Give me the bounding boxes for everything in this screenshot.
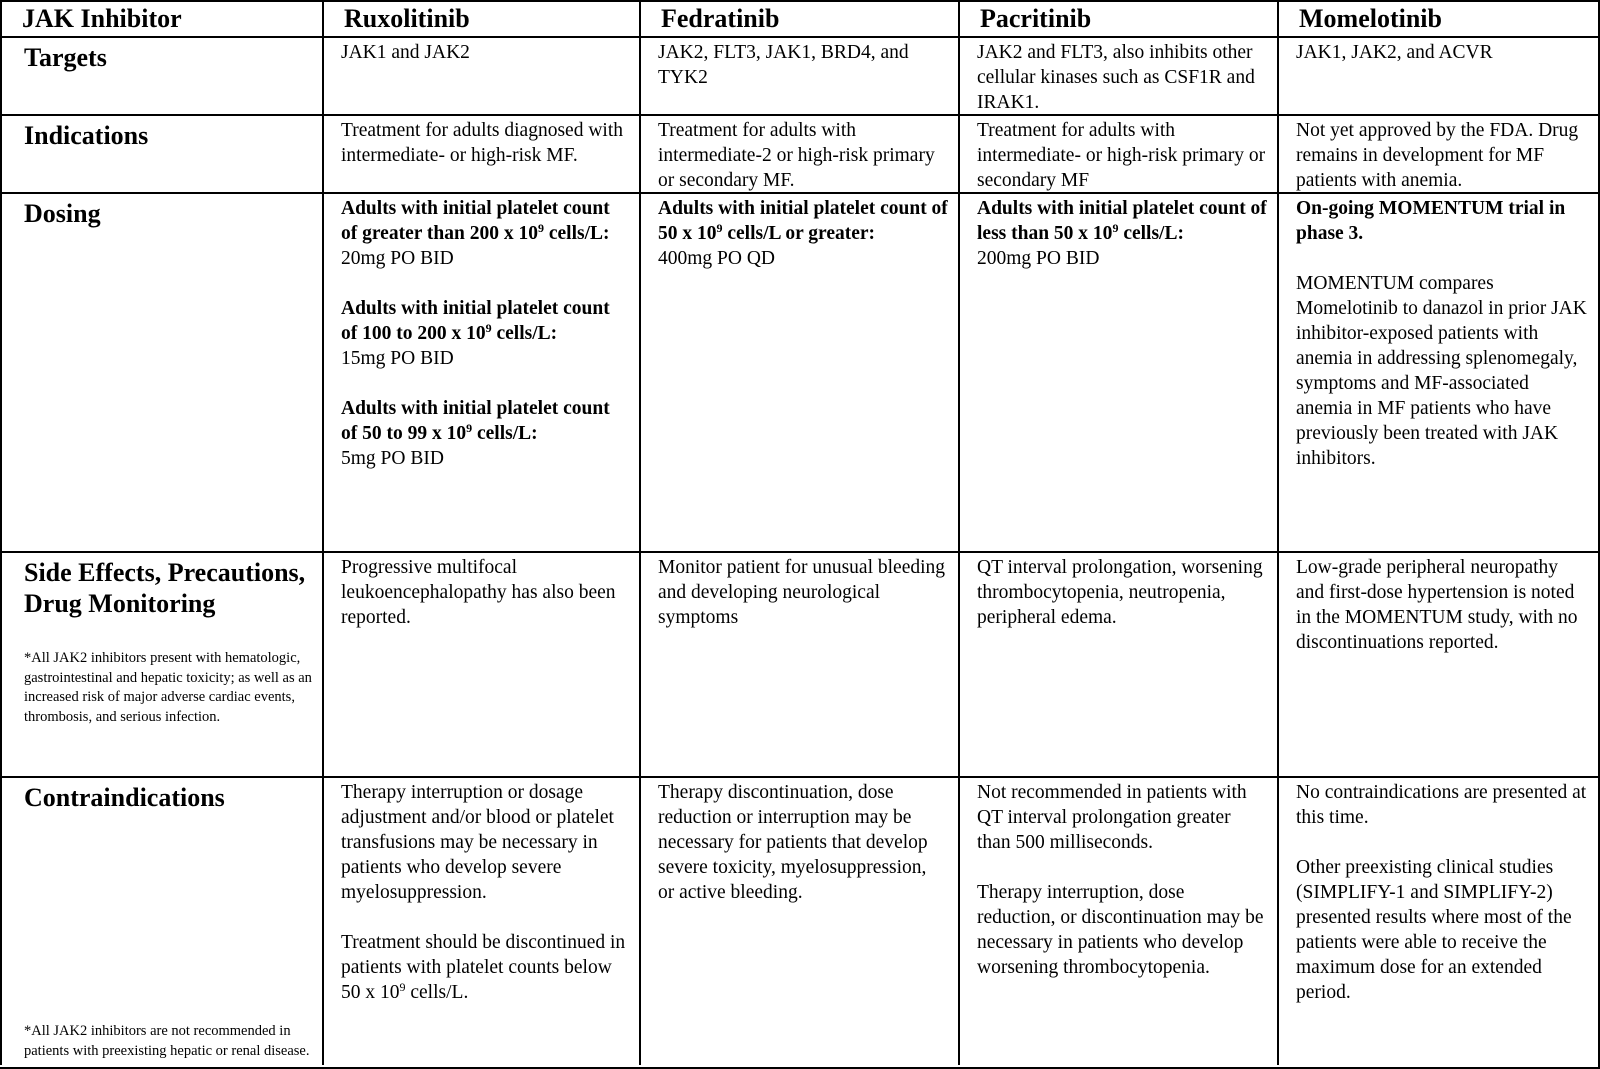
side-effects-momelotinib: Low-grade peripheral neuropathy and first-dose hypertension is noted in the MOMENTUM study, with no discontinuations reported. bbox=[1277, 551, 1600, 776]
indications-fedratinib: Treatment for adults with intermediate-2 or high-risk primary or secondary MF. bbox=[639, 114, 958, 192]
contra-pac-para-1: Not recommended in patients with QT interval prolongation greater than 500 milliseconds. bbox=[977, 782, 1247, 853]
contra-pac-para-2: Therapy interruption, dose reduction, or discontinuation may be necessary in patients who develop worsening thrombocytopenia. bbox=[977, 882, 1264, 978]
dosing-pacritinib bbox=[958, 192, 1277, 551]
side-effects-fedratinib: Monitor patient for unusual bleeding and developing neurological symptoms bbox=[639, 551, 958, 776]
indications-ruxolitinib: Treatment for adults diagnosed with intermediate- or high-risk MF. bbox=[322, 114, 639, 192]
side-effects-pacritinib: QT interval prolongation, worsening thrombocytopenia, neutropenia, peripheral edema. bbox=[958, 551, 1277, 776]
dosing-rux-heading-1: Adults with initial platelet count of greater than 200 x $10^9$ cells/L: bbox=[341, 198, 610, 244]
dosing-fed-heading: Adults with initial platelet count of 50 x $10^9$ cells/L or greater: bbox=[658, 198, 948, 244]
side-effects-footnote: *All JAK2 inhibitors present with hematologic, gastrointestinal and hepatic toxicity; as well as an increased risk of major adverse cardiac events, thrombosis, and serious infection. bbox=[24, 650, 312, 725]
contraindications-ruxolitinib bbox=[322, 776, 639, 1065]
row-label-dosing: Dosing bbox=[0, 192, 322, 551]
targets-ruxolitinib: JAK1 and JAK2 bbox=[322, 36, 639, 114]
row-label-side-effects bbox=[0, 551, 322, 776]
dosing-fed-dose: 400mg PO QD bbox=[658, 248, 776, 269]
contra-rux-para-1: Therapy interruption or dosage adjustment and/or blood or platelet transfusions may be necessary in patients who develop severe myelosuppression. bbox=[341, 782, 614, 903]
dosing-rux-dose-3: 5mg PO BID bbox=[341, 448, 444, 469]
header-pacritinib: Pacritinib bbox=[958, 0, 1277, 36]
dosing-mom-text: MOMENTUM compares Momelotinib to danazol in prior JAK inhibitor-exposed patients with anemia in addressing splenomegaly, symptoms and MF-associated anemia in MF patients who have previously been treated with JAK inhibitors. bbox=[1296, 273, 1587, 469]
dosing-rux-dose-1: 20mg PO BID bbox=[341, 248, 454, 269]
dosing-rux-heading-2: Adults with initial platelet count of 100 to 200 x $10^9$ cells/L: bbox=[341, 298, 610, 344]
indications-momelotinib: Not yet approved by the FDA. Drug remains in development for MF patients with anemia. bbox=[1277, 114, 1600, 192]
contraindications-footnote: *All JAK2 inhibitors are not recommended in patients with preexisting hepatic or renal disease. bbox=[24, 1023, 310, 1059]
dosing-mom-heading: On-going MOMENTUM trial in phase 3. bbox=[1296, 198, 1566, 244]
dosing-ruxolitinib bbox=[322, 192, 639, 551]
row-label-contraindications bbox=[0, 776, 322, 1065]
contraindications-label: Contraindications bbox=[24, 783, 225, 812]
dosing-pac-dose: 200mg PO BID bbox=[977, 248, 1100, 269]
contraindications-fedratinib bbox=[639, 776, 958, 1065]
targets-momelotinib: JAK1, JAK2, and ACVR bbox=[1277, 36, 1600, 114]
contra-fed-para-1: Therapy discontinuation, dose reduction or interruption may be necessary for patients that develop severe toxicity, myelosuppression, bbox=[658, 782, 928, 878]
dosing-pac-heading: Adults with initial platelet count of less than 50 x $10^9$ cells/L: bbox=[977, 198, 1267, 244]
targets-pacritinib: JAK2 and FLT3, also inhibits other cellular kinases such as CSF1R and IRAK1. bbox=[958, 36, 1277, 114]
contra-rux-para-2: Treatment should be discontinued in patients with platelet counts below 50 x $10^9$ cells/L. bbox=[341, 932, 626, 1003]
contra-mom-para-2: Other preexisting clinical studies (SIMPLIFY-1 and SIMPLIFY-2) presented results where most of the patients were able to receive the maximum dose for an extended period. bbox=[1296, 857, 1572, 1003]
dosing-rux-heading-3: Adults with initial platelet count of 50 to 99 x $10^9$ cells/L: bbox=[341, 398, 610, 444]
header-fedratinib: Fedratinib bbox=[639, 0, 958, 36]
indications-pacritinib: Treatment for adults with intermediate- or high-risk primary or secondary MF bbox=[958, 114, 1277, 192]
targets-fedratinib: JAK2, FLT3, JAK1, BRD4, and TYK2 bbox=[639, 36, 958, 114]
contra-fed-para-2: or active bleeding. bbox=[658, 882, 803, 903]
row-label-indications: Indications bbox=[0, 114, 322, 192]
side-effects-label: Side Effects, Precautions, Drug Monitoring bbox=[24, 558, 306, 618]
dosing-fedratinib bbox=[639, 192, 958, 551]
contra-mom-para-1: No contraindications are presented at this time. bbox=[1296, 782, 1587, 828]
header-jak-inhibitor: JAK Inhibitor bbox=[0, 0, 322, 36]
contraindications-pacritinib bbox=[958, 776, 1277, 1065]
contraindications-momelotinib bbox=[1277, 776, 1600, 1065]
header-ruxolitinib: Ruxolitinib bbox=[322, 0, 639, 36]
dosing-momelotinib bbox=[1277, 192, 1600, 551]
row-label-targets: Targets bbox=[0, 36, 322, 114]
side-effects-ruxolitinib: Progressive multifocal leukoencephalopathy has also been reported. bbox=[322, 551, 639, 776]
dosing-rux-dose-2: 15mg PO BID bbox=[341, 348, 454, 369]
header-momelotinib: Momelotinib bbox=[1277, 0, 1600, 36]
